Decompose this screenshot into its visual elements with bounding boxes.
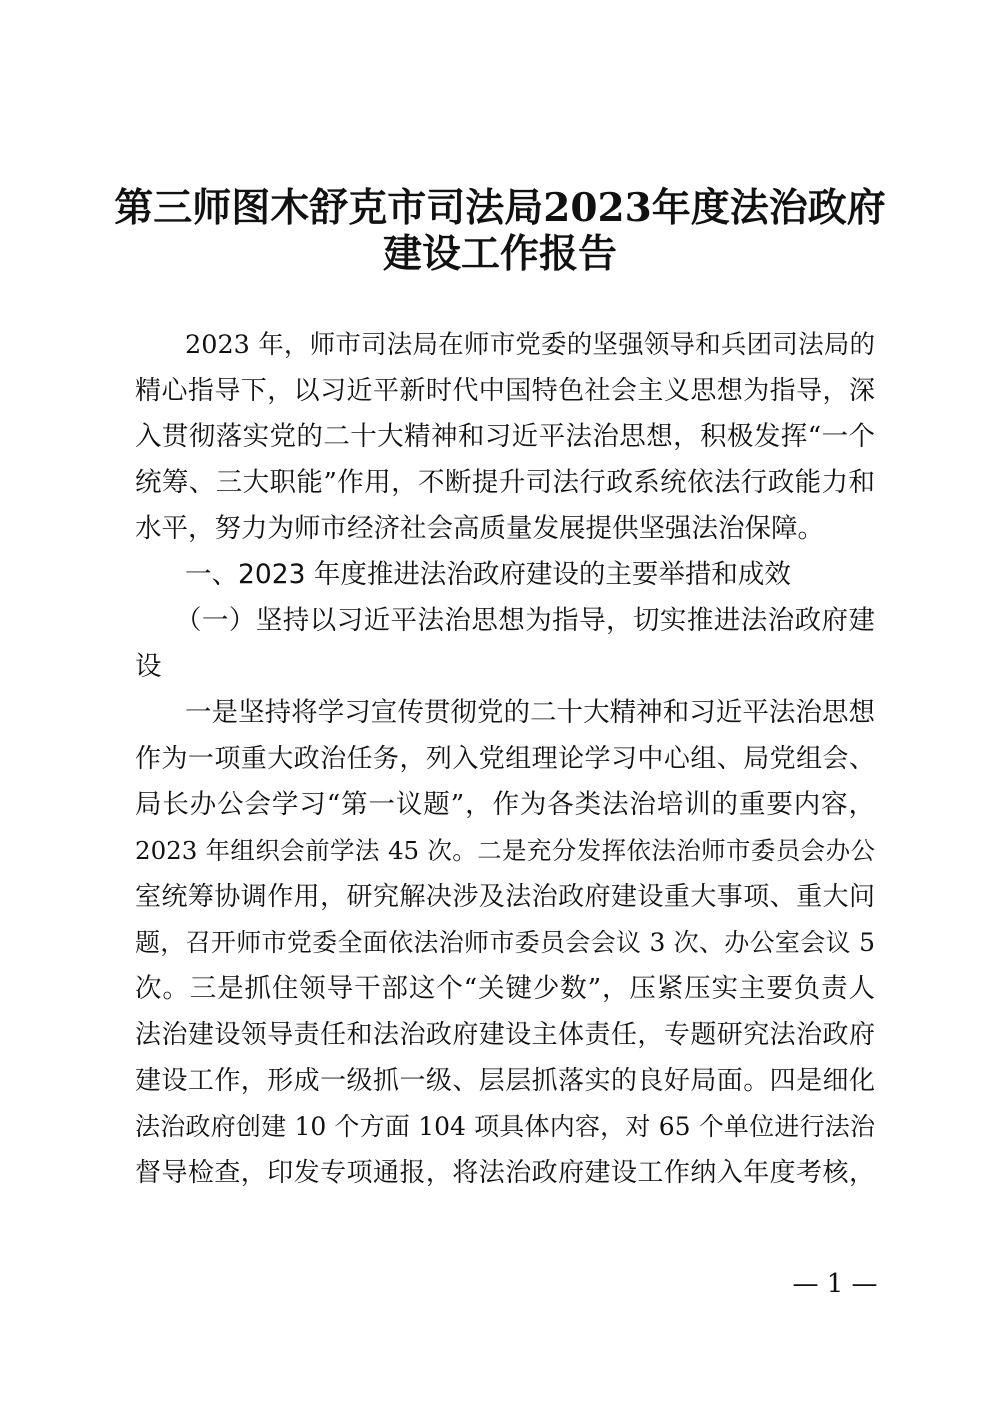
body-line: 督导检查，印发专项通报，将法治政府建设工作纳入年度考核， — [135, 1158, 875, 1188]
body-line: 室统筹协调作用，研究解决涉及法治政府建设重大事项、重大问 — [135, 882, 875, 912]
body-line: 题，召开师市党委全面依法治师市委员会会议 3 次、办公室会议 5 — [135, 928, 875, 957]
body-line: 次。三是抓住领导干部这个“关键少数”，压紧压实主要负责人 — [135, 973, 875, 1004]
body-line: 水平，努力为师市经济社会高质量发展提供坚强法治保障。 — [135, 513, 824, 544]
section-heading-1: 一、2023 年度推进法治政府建设的主要举措和成效 — [185, 559, 791, 590]
body-line: 2023 年组织会前学法 45 次。二是充分发挥依法治师市委员会办公 — [135, 836, 875, 865]
body-line: 作为一项重大政治任务，列入党组理论学习中心组、局党组会、 — [135, 744, 875, 774]
body-line: 入贯彻落实党的二十大精神和习近平法治思想，积极发挥“一个 — [135, 421, 875, 452]
body-line: 建设工作，形成一级抓一级、层层抓落实的良好局面。四是细化 — [135, 1066, 875, 1096]
subsection-heading-1: （一）坚持以习近平法治思想为指导，切实推进法治政府建 — [175, 605, 875, 636]
body-line: 一是坚持将学习宣传贯彻党的二十大精神和习近平法治思想 — [185, 697, 875, 728]
document-title-line-1: 第三师图木舒克市司法局2023年度法治政府 — [114, 185, 886, 231]
body-line: 精心指导下，以习近平新时代中国特色社会主义思想为指导，深 — [135, 376, 875, 406]
document-title-line-2: 建设工作报告 — [382, 231, 617, 277]
body-line: 法治政府创建 10 个方面 104 项具体内容，对 65 个单位进行法治 — [135, 1112, 875, 1141]
body-line: 局长办公会学习“第一议题”，作为各类法治培训的重要内容， — [135, 789, 875, 820]
subsection-heading-1-continued: 设 — [135, 651, 162, 682]
body-line: 2023 年，师市司法局在师市党委的坚强领导和兵团司法局的 — [185, 330, 875, 360]
page-number: — 1 — — [792, 1269, 878, 1299]
body-line: 法治建设领导责任和法治政府建设主体责任，专题研究法治政府 — [135, 1020, 875, 1050]
body-line: 统筹、三大职能”作用，不断提升司法行政系统依法行政能力和 — [135, 467, 875, 498]
